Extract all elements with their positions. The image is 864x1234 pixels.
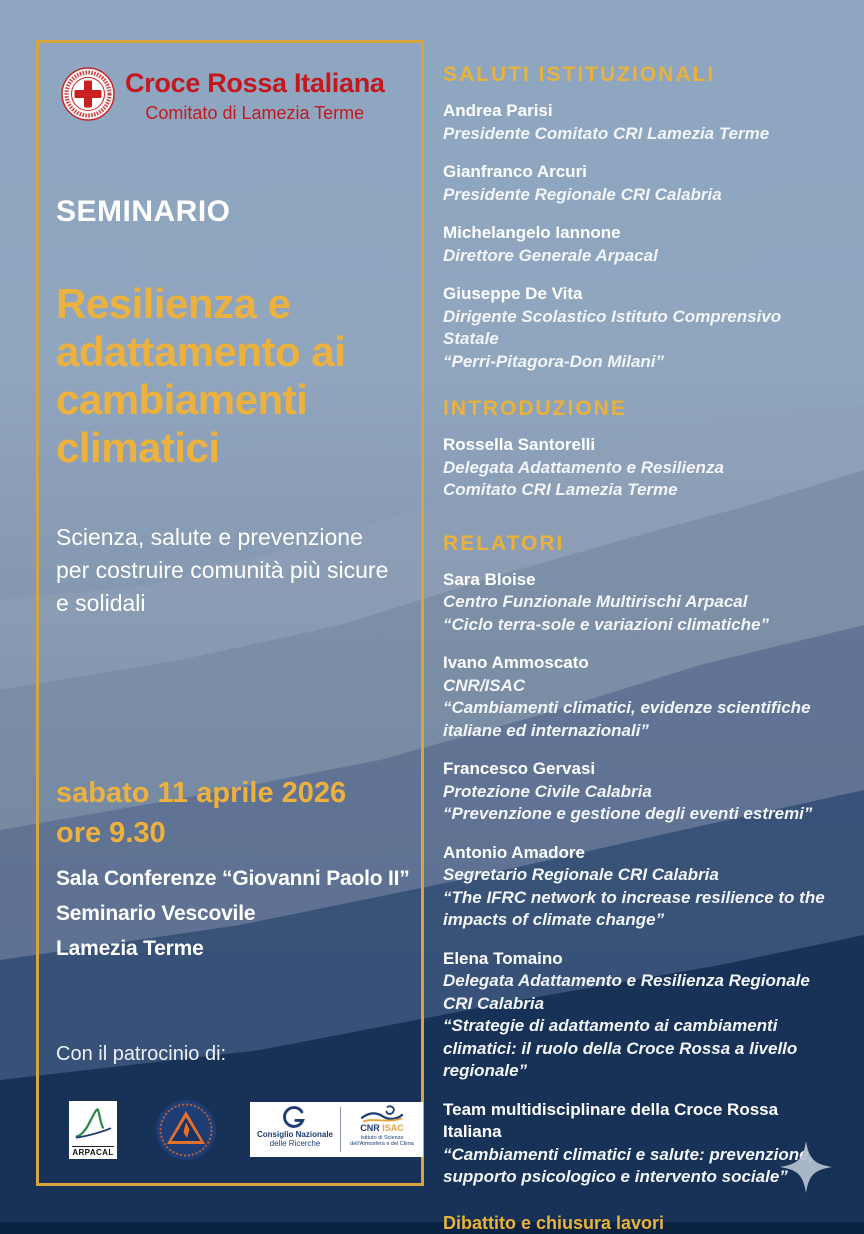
protezione-civile-logo xyxy=(155,1099,217,1161)
date-line: sabato 11 aprile 2026 xyxy=(56,777,347,809)
cnr-logo xyxy=(254,1105,336,1154)
speaker-name: Francesco Gervasi xyxy=(443,759,596,778)
speaker-role: CNR/ISAC xyxy=(443,675,526,695)
speaker-entry xyxy=(443,222,835,267)
logo-divider xyxy=(340,1107,341,1152)
arpacal-logo xyxy=(69,1101,117,1159)
speaker-name: Giuseppe De Vita xyxy=(443,284,583,303)
talk-title: “Cambiamenti climatici, evidenze scientifiche italiane ed internazionali” xyxy=(443,698,811,740)
speaker-entry xyxy=(443,842,835,932)
venue-line: Lamezia Terme xyxy=(56,937,204,960)
speaker-name: Michelangelo Iannone xyxy=(443,223,621,242)
isac-label xyxy=(360,1123,404,1133)
talk-title: “Strategie di adattamento ai cambiamenti climatici: il ruolo della Croce Rossa a livello regionale” xyxy=(443,1016,798,1080)
speaker-entry xyxy=(443,100,835,145)
speaker-role: CRI Calabria xyxy=(443,993,545,1013)
speaker-role: Delegata Adattamento e Resilienza Regionale xyxy=(443,971,810,990)
title-line: cambiamenti xyxy=(56,376,308,423)
speaker-role: Segretario Regionale CRI Calabria xyxy=(443,865,719,884)
speaker-entry xyxy=(443,1099,835,1189)
cnr-label-line2: delle Ricerche xyxy=(269,1139,321,1148)
speaker-entry xyxy=(443,161,835,206)
talk-title: “Cambiamenti climatici e salute: prevenzione, supporto psicologico e intervento sociale” xyxy=(443,1144,814,1186)
venue-line: Sala Conferenze “Giovanni Paolo II” xyxy=(56,867,410,890)
isac-label-isac: ISAC xyxy=(382,1123,404,1133)
arpacal-label: ARPACAL xyxy=(72,1148,114,1157)
time-line: ore 9.30 xyxy=(56,817,166,849)
section-heading-relatori: RELATORI xyxy=(443,531,565,555)
speaker-name: Rossella Santorelli xyxy=(443,435,596,454)
closing-line: Dibattito e chiusura lavori xyxy=(443,1212,665,1233)
cnr-label-line1: Consiglio Nazionale xyxy=(256,1130,333,1139)
speaker-role: Direttore Generale Arpacal xyxy=(443,245,658,265)
speaker-entry xyxy=(443,948,835,1083)
cnr-spiral-icon xyxy=(282,1105,308,1129)
org-subtitle: Comitato di Lamezia Terme xyxy=(145,103,365,123)
speaker-name: Andrea Parisi xyxy=(443,101,553,120)
speaker-name: Team multidisciplinare della Croce Rossa Italiana xyxy=(443,1099,779,1141)
section-heading-introduzione: INTRODUZIONE xyxy=(443,397,627,420)
speaker-role: Dirigente Scolastico Istituto Comprensivo Statale xyxy=(443,306,782,348)
cnr-isac-logo xyxy=(250,1102,423,1157)
isac-label-cnr: CNR xyxy=(360,1123,380,1133)
org-title-block xyxy=(125,67,385,125)
speaker-entry xyxy=(443,652,835,742)
title-line: Resilienza e xyxy=(56,280,291,327)
program-column xyxy=(443,63,835,1234)
title-line: adattamento ai xyxy=(56,328,346,375)
speaker-entry xyxy=(443,569,835,637)
speaker-name: Gianfranco Arcuri xyxy=(443,162,587,181)
sparkle-icon xyxy=(778,1139,834,1195)
cri-emblem-icon xyxy=(61,67,115,126)
arpacal-icon xyxy=(73,1103,113,1143)
talk-title: “Prevenzione e gestione degli eventi estremi” xyxy=(443,804,813,823)
speaker-entry xyxy=(443,434,835,502)
cri-header xyxy=(61,67,385,126)
venue-line: Seminario Vescovile xyxy=(56,902,256,925)
isac-caption: Istituto di Scienze dell'Atmosfera e del Clima xyxy=(350,1135,414,1147)
speaker-name: Elena Tomaino xyxy=(443,948,563,968)
talk-title: “The IFRC network to increase resilience to the impacts of climate change” xyxy=(443,887,825,929)
speaker-role: Protezione Civile Calabria xyxy=(443,781,652,801)
org-name: Croce Rossa Italiana xyxy=(125,68,385,98)
date-block xyxy=(56,773,346,853)
seminar-title xyxy=(56,280,345,472)
speaker-role: Delegata Adattamento e Resilienza xyxy=(443,457,724,477)
patronage-label: Con il patrocinio di: xyxy=(56,1043,227,1065)
venue-block xyxy=(56,861,416,966)
speaker-role: Presidente Comitato CRI Lamezia Terme xyxy=(443,123,770,143)
speaker-entry xyxy=(443,283,835,373)
patronage-logos-row xyxy=(39,1099,421,1163)
talk-title: “Ciclo terra-sole e variazioni climatiche” xyxy=(443,614,769,634)
speaker-role: “Perri-Pitagora-Don Milani” xyxy=(443,351,665,371)
section-heading-saluti: SALUTI ISTITUZIONALI xyxy=(443,63,716,86)
speaker-role: Centro Funzionale Multirischi Arpacal xyxy=(443,592,748,611)
speaker-name: Ivano Ammoscato xyxy=(443,653,589,672)
seminar-kicker: SEMINARIO xyxy=(56,195,231,228)
title-line: climatici xyxy=(56,424,220,471)
speaker-role: Comitato CRI Lamezia Terme xyxy=(443,480,678,499)
isac-logo xyxy=(345,1105,419,1154)
seminar-subtitle: Scienza, salute e prevenzione per costruire comunità più sicure e solidali xyxy=(56,524,389,616)
speaker-entry xyxy=(443,758,835,826)
isac-wave-icon xyxy=(360,1105,404,1125)
speaker-role: Presidente Regionale CRI Calabria xyxy=(443,184,722,204)
speaker-name: Antonio Amadore xyxy=(443,842,585,862)
left-panel-frame xyxy=(36,40,424,1186)
speaker-name: Sara Bloise xyxy=(443,569,536,589)
